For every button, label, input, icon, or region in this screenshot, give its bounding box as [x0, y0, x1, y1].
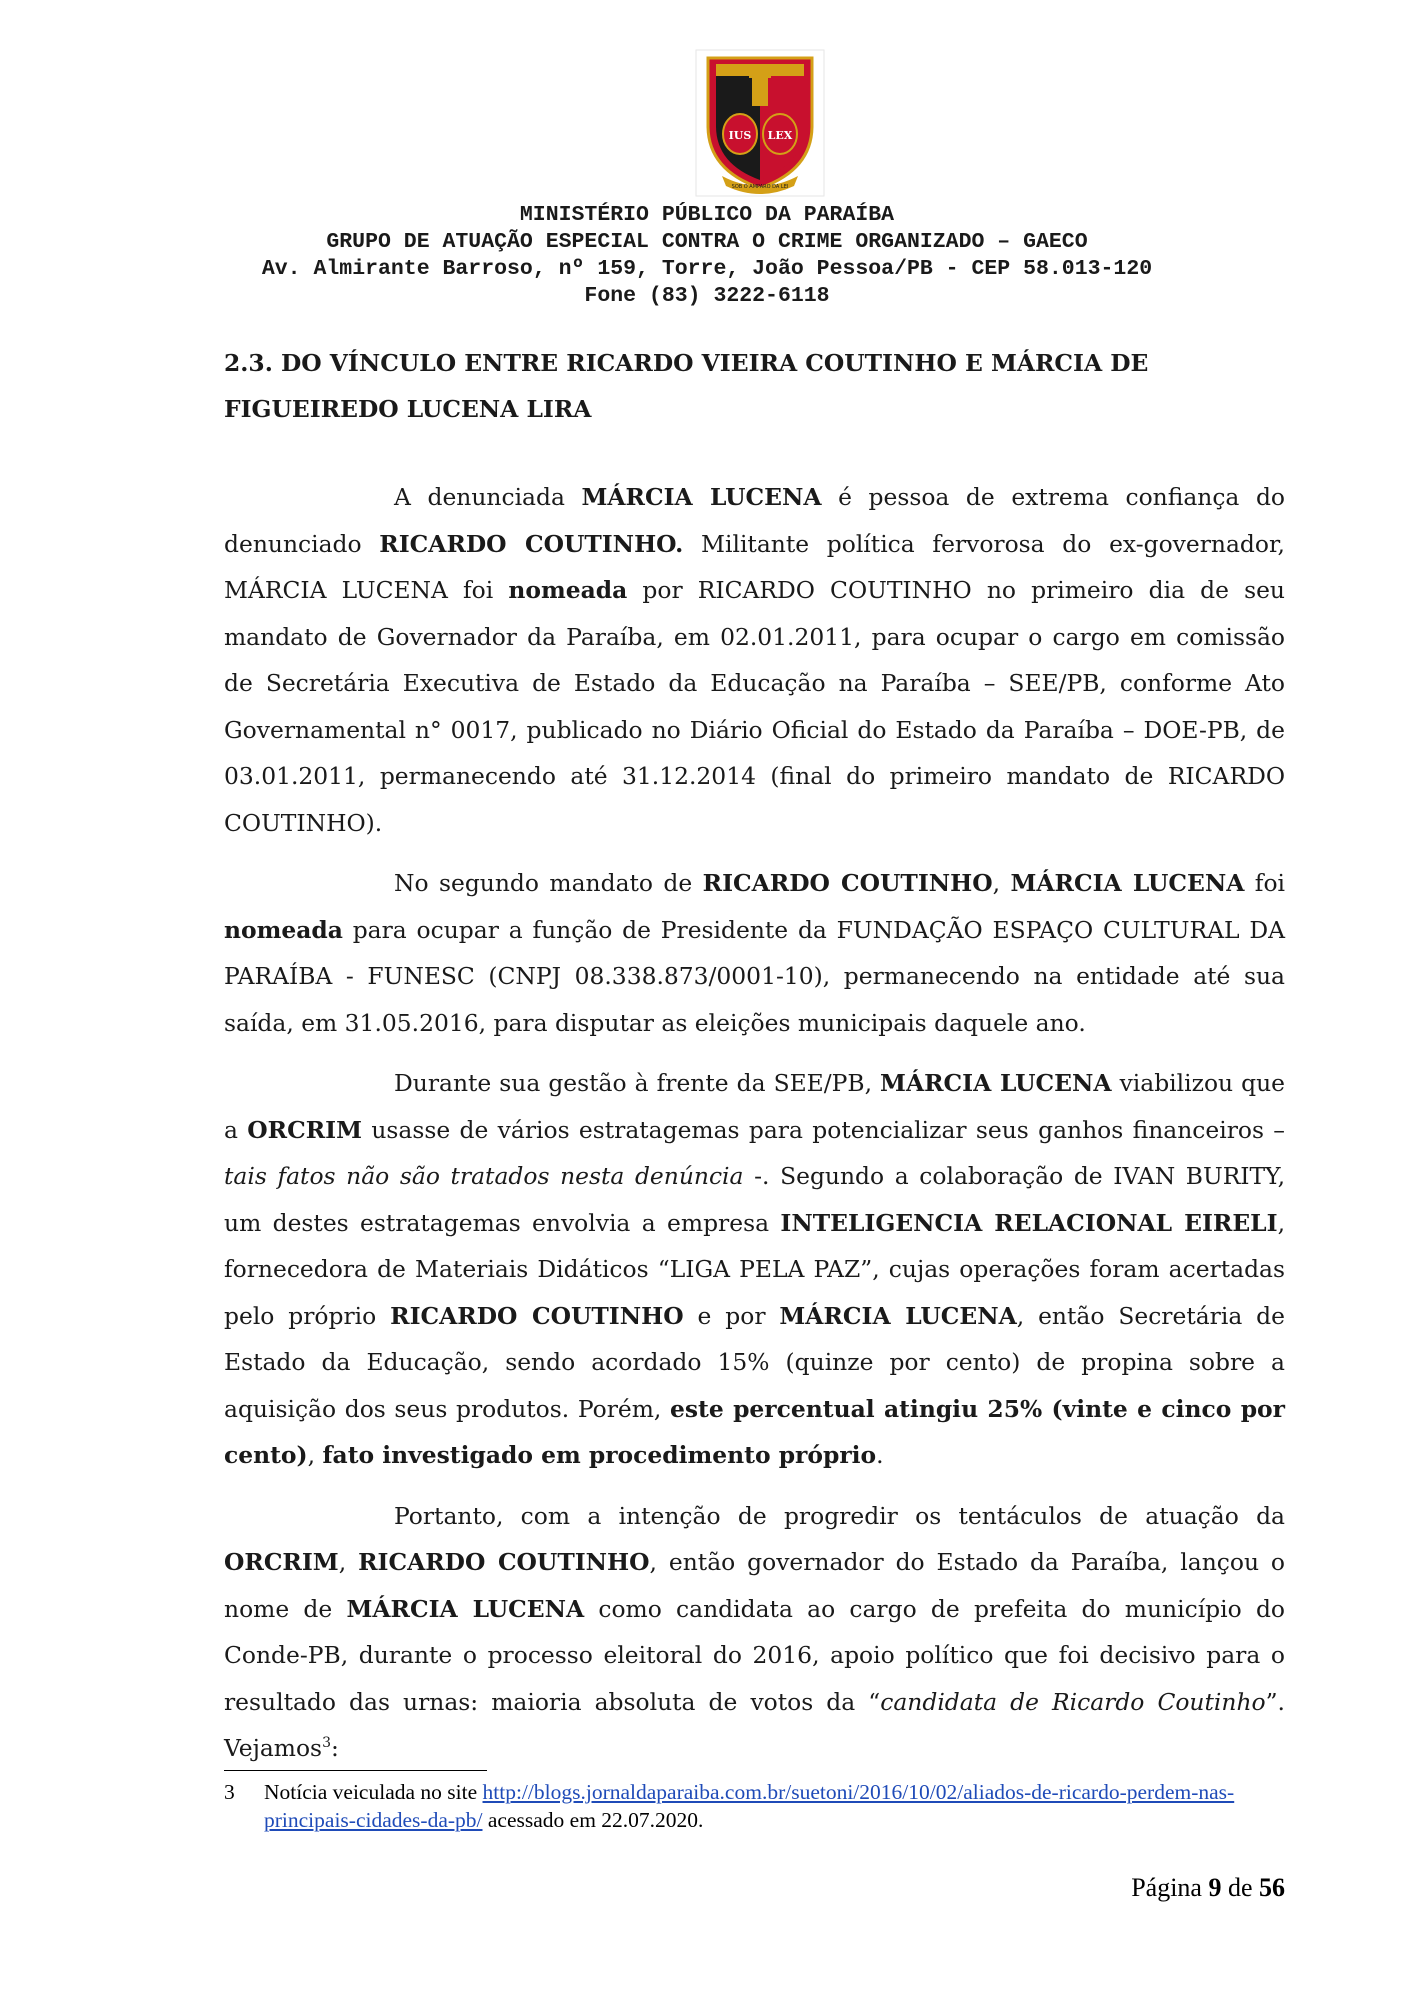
ministry-emblem-logo — [694, 48, 826, 198]
phone-line: Fone (83) 3222-6118 — [584, 284, 830, 308]
page-number: Página 9 de 56 — [1131, 1873, 1285, 1902]
paragraph-4: Portanto, com a intenção de progredir os tentáculos de atuação da ORCRIM, RICARDO COUTINHO, então governador do Estado da Paraíba, lançou o nome de MÁRCIA LUCENA como candidata ao cargo de prefeita do município do Conde-PB, durante o processo eleitoral do 2016, apoio político que foi decisivo para o resultado das urnas: maioria absoluta de votos da “candidata de Ricardo Coutinho”. Vejamos$^3$: — [224, 1501, 1286, 1762]
footnote-text: Notícia veiculada no site http://blogs.jornaldaparaiba.com.br/suetoni/2016/10/02/aliados-de-ricardo-perdem-nas-principais-cidades-da-pb/ acessado em 22.07.2020. — [264, 1780, 1235, 1832]
department-name: GRUPO DE ATUAÇÃO ESPECIAL CONTRA O CRIME ORGANIZADO – GAECO — [326, 230, 1088, 254]
footnote-ref[interactable]: 3 — [322, 1735, 331, 1751]
document-body — [224, 474, 1285, 1786]
footnote-separator — [224, 1770, 487, 1771]
footnote-source-link[interactable]: http://blogs.jornaldaparaiba.com.br/suetoni/2016/10/02/aliados-de-ricardo-perdem-nas-principais-cidades-da-pb/ — [264, 1780, 1235, 1832]
emblem-left-banner: IUS — [728, 129, 752, 142]
letterhead — [0, 202, 1414, 310]
address-line: Av. Almirante Barroso, nº 159, Torre, João Pessoa/PB - CEP 58.013-120 — [261, 257, 1153, 281]
emblem-right-banner: LEX — [767, 129, 793, 142]
paragraph-1: A denunciada MÁRCIA LUCENA é pessoa de extrema confiança do denunciado RICARDO COUTINHO. Militante política fervorosa do ex-governador, MÁRCIA LUCENA foi nomeada por RICARDO COUTINHO no primeiro dia de seu mandato de Governador da Paraíba, em 02.01.2011, para ocupar o cargo em comissão de Secretária Executiva de Estado da Educação na Paraíba – SEE/PB, conforme Ato Governamental n° 0017, publicado no Diário Oficial do Estado da Paraíba – DOE-PB, de 03.01.2011, permanecendo até 31.12.2014 (final do primeiro mandato de RICARDO COUTINHO). — [224, 483, 1286, 837]
paragraph-2: No segundo mandato de RICARDO COUTINHO, MÁRCIA LUCENA foi nomeada para ocupar a função de Presidente da FUNDAÇÃO ESPAÇO CULTURAL DA PARAÍBA - FUNESC (CNPJ 08.338.873/0001-10), permanecendo na entidade até sua saída, em 31.05.2016, para disputar as eleições municipais daquele ano. — [224, 869, 1286, 1037]
footnote — [224, 1778, 1294, 1834]
section-heading: 2.3. DO VÍNCULO ENTRE RICARDO VIEIRA COUTINHO E MÁRCIA DE FIGUEIREDO LUCENA LIRA — [224, 349, 1149, 423]
emblem-motto: SOB O AMPARO DA LEI — [731, 184, 789, 190]
footnote-number: 3 — [224, 1780, 235, 1804]
paragraph-3: Durante sua gestão à frente da SEE/PB, MÁRCIA LUCENA viabilizou que a ORCRIM usasse de vários estratagemas para potencializar seus ganhos financeiros – tais fatos não são tratados nesta denúncia -. Segundo a colaboração de IVAN BURITY, um destes estratagemas envolvia a empresa INTELIGENCIA RELACIONAL EIRELI, fornecedora de Materiais Didáticos “LIGA PELA PAZ”, cujas operações foram acertadas pelo próprio RICARDO COUTINHO e por MÁRCIA LUCENA, então Secretária de Estado da Educação, sendo acordado 15% (quinze por cento) de propina sobre a aquisição dos seus produtos. Porém, este percentual atingiu 25% (vinte e cinco por cento), fato investigado em procedimento próprio. — [224, 1069, 1286, 1469]
institution-name: MINISTÉRIO PÚBLICO DA PARAÍBA — [519, 203, 895, 227]
